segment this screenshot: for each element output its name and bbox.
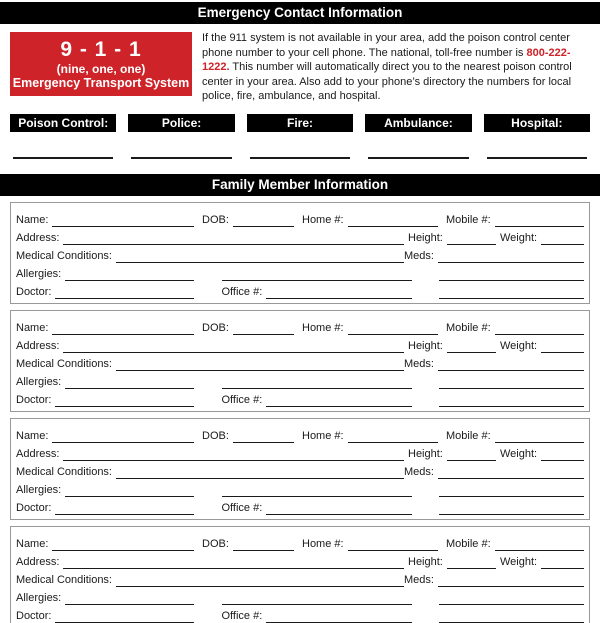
contact-label-police: Police: [128, 114, 234, 132]
medical-conditions-label: Medical Conditions: [16, 573, 112, 586]
dob-line [233, 537, 294, 551]
mobile-number-line [495, 213, 584, 227]
nine-one-one-subtitle: (nine, one, one) [56, 61, 146, 76]
office-number-label: Office #: [221, 501, 263, 514]
contact-number-line-fire [250, 157, 350, 159]
height-label: Height: [408, 231, 443, 244]
contact-number-line-hospital [487, 157, 587, 159]
meds-extra-line-2 [439, 393, 584, 407]
member-row-address [16, 227, 584, 245]
home-number-line [348, 537, 438, 551]
doctor-label: Doctor: [16, 501, 52, 514]
member-row-medical [16, 353, 584, 371]
height-label: Height: [408, 555, 443, 568]
emergency-info-section [10, 32, 590, 104]
address-label: Address: [16, 555, 60, 568]
weight-line [541, 339, 584, 353]
dob-label: DOB: [202, 321, 229, 334]
member-row-address [16, 551, 584, 569]
home-number-line [348, 321, 438, 335]
family-member-block [10, 202, 590, 304]
address-line [63, 447, 404, 461]
member-row-doctor [16, 389, 584, 407]
member-row-medical [16, 245, 584, 263]
meds-label: Meds: [404, 573, 434, 586]
doctor-label: Doctor: [16, 285, 52, 298]
dob-label: DOB: [202, 429, 229, 442]
meds-line [438, 465, 584, 479]
medical-conditions-line [116, 249, 404, 263]
weight-line [541, 231, 584, 245]
name-label: Name: [16, 429, 49, 442]
family-member-block [10, 310, 590, 412]
weight-label: Weight: [500, 555, 538, 568]
allergies-line [65, 267, 194, 281]
doctor-line [55, 501, 194, 515]
contact-number-line-ambulance [368, 157, 468, 159]
mobile-number-line [495, 429, 584, 443]
mobile-number-label: Mobile #: [446, 213, 491, 226]
weight-line [541, 555, 584, 569]
instructions-text-before: If the 911 system is not available in your area, add the poison control center phone number to your cell phone. The national, toll-free number is [202, 32, 570, 59]
mobile-number-line [495, 321, 584, 335]
name-line [52, 429, 194, 443]
doctor-line [55, 393, 194, 407]
member-row-allergies [16, 479, 584, 497]
family-header-title: Family Member Information [211, 176, 389, 192]
height-line [447, 231, 496, 245]
office-number-line [266, 285, 411, 299]
home-number-label: Home #: [302, 321, 344, 334]
office-number-label: Office #: [221, 393, 263, 406]
doctor-line [55, 609, 194, 623]
meds-line [438, 249, 584, 263]
allergies-line [65, 375, 194, 389]
allergies-extra-line [222, 375, 412, 389]
meds-line [438, 573, 584, 587]
home-number-label: Home #: [302, 537, 344, 550]
medical-conditions-label: Medical Conditions: [16, 465, 112, 478]
name-label: Name: [16, 537, 49, 550]
name-line [52, 213, 194, 227]
nine-one-one-callout [10, 32, 192, 96]
poison-control-number: 800-222-1222. [202, 46, 571, 74]
meds-extra-line-1 [439, 483, 584, 497]
allergies-line [65, 591, 194, 605]
dob-line [233, 213, 294, 227]
family-member-block [10, 526, 590, 623]
dob-line [233, 321, 294, 335]
meds-label: Meds: [404, 465, 434, 478]
meds-extra-line-2 [439, 501, 584, 515]
meds-extra-line-2 [439, 609, 584, 623]
name-line [52, 321, 194, 335]
name-label: Name: [16, 213, 49, 226]
home-number-line [348, 429, 438, 443]
home-number-label: Home #: [302, 213, 344, 226]
allergies-label: Allergies: [16, 483, 62, 496]
office-number-line [266, 501, 411, 515]
instructions-text-after: This number will automatically direct you to the nearest poison control center in your area. Also add to your phone’s directory the numbers for local police, fire, ambulance, and hospital. [202, 61, 572, 103]
dob-line [233, 429, 294, 443]
office-number-line [266, 393, 411, 407]
member-row-identity [16, 209, 584, 227]
poison-control-instructions [202, 31, 590, 104]
mobile-number-label: Mobile #: [446, 321, 491, 334]
meds-label: Meds: [404, 249, 434, 262]
member-row-doctor [16, 281, 584, 299]
doctor-line [55, 285, 194, 299]
meds-extra-line-1 [439, 591, 584, 605]
height-line [447, 339, 496, 353]
allergies-extra-line [222, 591, 412, 605]
member-row-medical [16, 461, 584, 479]
member-row-address [16, 443, 584, 461]
member-row-address [16, 335, 584, 353]
allergies-extra-line [222, 267, 412, 281]
contact-label-poison-control: Poison Control: [10, 114, 116, 132]
member-row-identity [16, 533, 584, 551]
emergency-transport-label: Emergency Transport System [12, 75, 190, 90]
allergies-line [65, 483, 194, 497]
meds-extra-line-1 [439, 267, 584, 281]
meds-label: Meds: [404, 357, 434, 370]
weight-line [541, 447, 584, 461]
member-row-allergies [16, 263, 584, 281]
address-line [63, 555, 404, 569]
office-number-label: Office #: [221, 285, 263, 298]
contact-label-ambulance: Ambulance: [365, 114, 471, 132]
member-row-allergies [16, 587, 584, 605]
member-row-identity [16, 425, 584, 443]
name-line [52, 537, 194, 551]
address-line [63, 339, 404, 353]
member-row-doctor [16, 497, 584, 515]
mobile-number-label: Mobile #: [446, 429, 491, 442]
emergency-contact-form [0, 2, 600, 623]
contact-lines-row [10, 157, 590, 159]
address-label: Address: [16, 339, 60, 352]
section-header-emergency [0, 2, 600, 24]
allergies-label: Allergies: [16, 375, 62, 388]
section-header-family [0, 174, 600, 196]
allergies-label: Allergies: [16, 591, 62, 604]
family-member-list [10, 202, 590, 623]
medical-conditions-line [116, 573, 404, 587]
member-row-allergies [16, 371, 584, 389]
doctor-label: Doctor: [16, 609, 52, 622]
address-label: Address: [16, 231, 60, 244]
contact-label-hospital: Hospital: [484, 114, 590, 132]
dob-label: DOB: [202, 537, 229, 550]
mobile-number-line [495, 537, 584, 551]
mobile-number-label: Mobile #: [446, 537, 491, 550]
weight-label: Weight: [500, 447, 538, 460]
contact-label-fire: Fire: [247, 114, 353, 132]
meds-extra-line-2 [439, 285, 584, 299]
meds-line [438, 357, 584, 371]
height-label: Height: [408, 339, 443, 352]
office-number-label: Office #: [221, 609, 263, 622]
address-line [63, 231, 404, 245]
meds-extra-line-1 [439, 375, 584, 389]
member-row-medical [16, 569, 584, 587]
contact-number-line-police [131, 157, 231, 159]
home-number-label: Home #: [302, 429, 344, 442]
address-label: Address: [16, 447, 60, 460]
height-label: Height: [408, 447, 443, 460]
member-row-doctor [16, 605, 584, 623]
medical-conditions-line [116, 357, 404, 371]
doctor-label: Doctor: [16, 393, 52, 406]
medical-conditions-line [116, 465, 404, 479]
nine-one-one-number: 9 - 1 - 1 [60, 37, 142, 61]
dob-label: DOB: [202, 213, 229, 226]
member-row-identity [16, 317, 584, 335]
medical-conditions-label: Medical Conditions: [16, 357, 112, 370]
medical-conditions-label: Medical Conditions: [16, 249, 112, 262]
office-number-line [266, 609, 411, 623]
height-line [447, 447, 496, 461]
contact-number-line-poison-control [13, 157, 113, 159]
name-label: Name: [16, 321, 49, 334]
allergies-label: Allergies: [16, 267, 62, 280]
weight-label: Weight: [500, 231, 538, 244]
allergies-extra-line [222, 483, 412, 497]
emergency-header-title: Emergency Contact Information [197, 5, 403, 20]
home-number-line [348, 213, 438, 227]
contact-labels-row [10, 114, 590, 132]
family-member-block [10, 418, 590, 520]
weight-label: Weight: [500, 339, 538, 352]
height-line [447, 555, 496, 569]
